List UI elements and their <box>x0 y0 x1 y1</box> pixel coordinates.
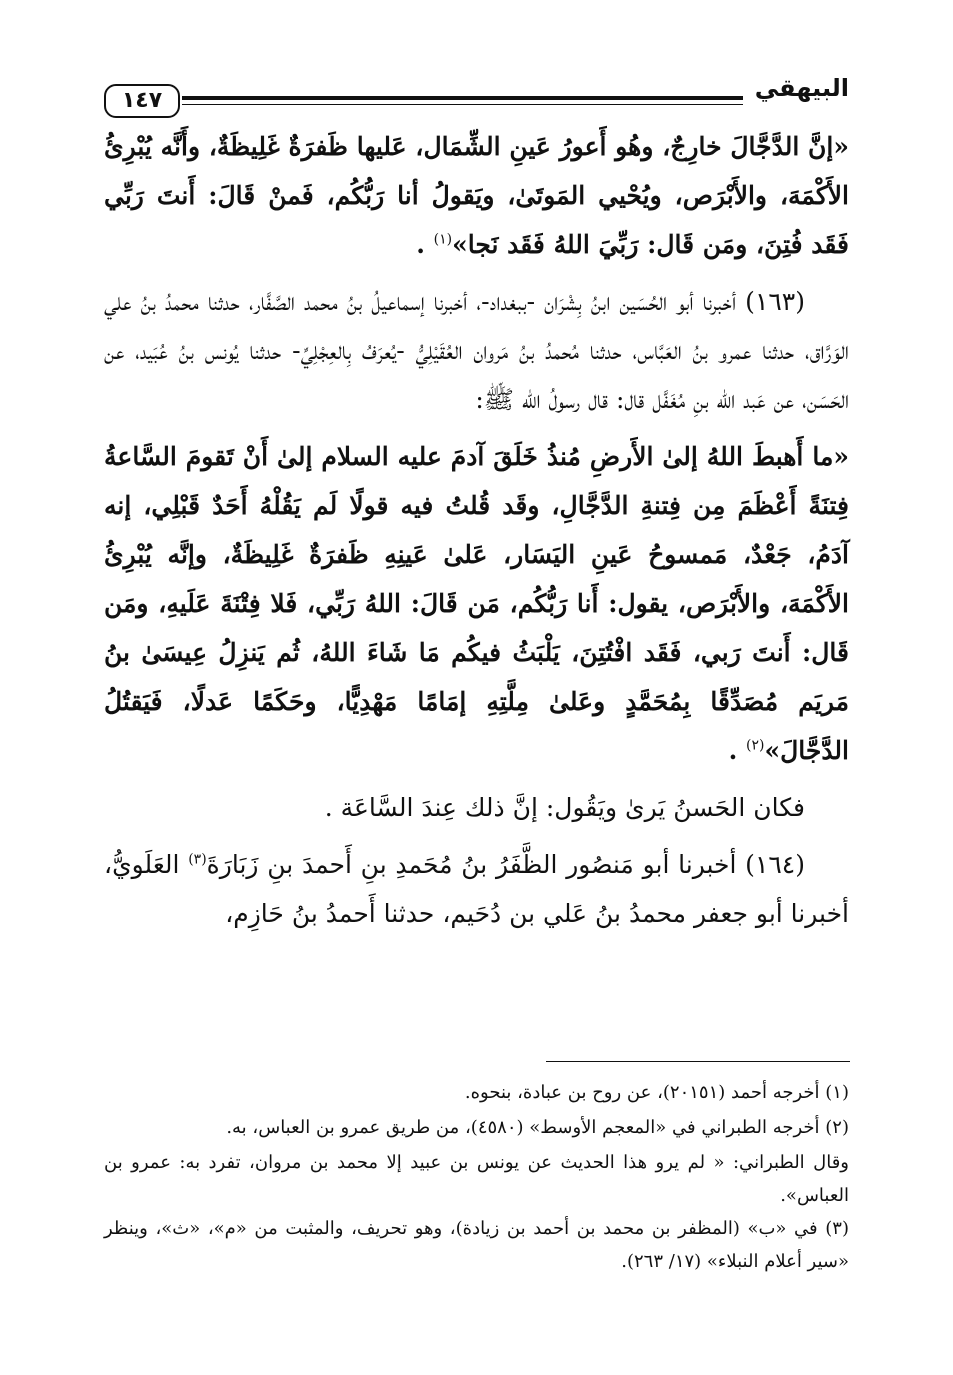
paragraph-tail: العَلَويُّ، أخبرنا أبو جعفر محمدُ بنُ عَلي بن دُحَيم، حدثنا أَحمدُ بنُ حَازِم، <box>104 850 849 928</box>
footnote-ref-3: (٣) <box>188 851 207 868</box>
header-rule <box>182 96 743 105</box>
commentary-text <box>104 783 849 832</box>
footnote-3: (٣) في «ب» (المظفر بن محمد بن أحمد بن زيادة)، وهو تحريف، والمثبت من «م»، «ث»، وينظر «سير أعلام النبلاء» (١٧/ ٢٦٣). <box>104 1218 849 1272</box>
footnote-1: (١) أخرجه أحمد (٢٠١٥١)، عن روح بن عبادة، بنحوه. <box>464 1082 849 1103</box>
footnote-2-continuation: وقال الطبراني: « لم يرو هذا الحديث عن يونس بن عبيد إلا محمد بن مروان، تفرد به: عمرو بن العباس». <box>104 1152 849 1206</box>
footnote-ref-1: (١) <box>433 231 453 248</box>
paragraph-text: (١٦٤) أخبرنا أبو مَنصُور الظَّفَرُ بنُ مُحَمدِ بنِ أَحمدَ بنِ زَبَارَةَ <box>206 850 805 879</box>
paragraph-tail: . <box>728 736 746 765</box>
paragraph-text: «ما أَهبطَ اللهُ إلىٰ الأَرضِ مُنذُ خَلَقَ آدمَ عليه السلام إلىٰ أَنْ تَقومَ السَّاعةُ فِتنَةً أَعْظَمَ مِن فِتنةِ الدَّجَّالِ، وقَد قُلتُ فيه قولًا لَم يَقُلْهُ أَحَدٌ قَبْلِي، إنه آدَمُ، جَعْدٌ، مَمسوحُ عَينِ اليَسَار، عَلىٰ عَينِهِ ظَفرَةٌ غَلِيظَةٌ، وإنَّه يُبْرِئُ الأَكْمَهَ، والأَبْرَص، يقول: أَنا رَبُّكُم، مَن قَالَ: اللهُ رَبِّي، فَلا فِتْنَةَ عَلَيهِ، ومَن قَال: أَنتَ رَبي، فَقَد افْتُتِنَ، يَلْبَثُ فيكُم مَا شَاءَ اللهُ، ثُم يَنزِلُ عِيسَىٰ بنُ مَريَم مُصَدِّقًا بِمُحَمَّدٍ وعَلىٰ مِلَّتِهِ إمَامًا مَهْدِيًّا، وحَكَمًا عَدلًا، فَيَقتُلُ الدَّجَّالَ» <box>104 442 849 765</box>
paragraph-text: فكان الحَسنُ يَرىٰ ويَقُول: إنَّ ذلك عِندَ السَّاعَة . <box>324 793 805 822</box>
page-number: ١٤٧ <box>104 84 180 118</box>
paragraph-text: «إنَّ الدَّجَّالَ خارِجٌ، وهُو أَعورُ عَينِ الشِّمَال، عَليها ظَفرَةٌ غَلِيظَةٌ، وأَنَّه يُبْرِئُ الأَكْمَهَ، والأَبْرَص، ويُحْيي المَوتَىٰ، ويَقولُ أنا رَبُّكُم، فَمنْ قَالَ: أَنتَ رَبِّي فَقَد فُتِنَ، ومَن قَال: رَبِّيَ اللهُ فَقَد نَجا» <box>104 132 849 259</box>
footnotes <box>104 1076 849 1280</box>
paragraph-text: (١٦٣) أخبرنا أبو الحُسَين ابنُ بِشْرَان -ببغداد-، أخبرنا إسماعيلُ بنُ محمد الصَّفَّار، حدثنا محمدُ بنُ علي الوَرَّاق، حدثنا عمرو بنُ العَبَّاس، حدثنا مُحمدُ بنُ مَروان العُقَيْلِيُّ -يُعرَفُ بِالعِجْلِيِّ- حدثنا يُونس بنُ عُبَيد، عن الحَسَن، عن عَبد الله بنِ مُغَفَّل قال: قال رسولُ الله ﷺ: <box>104 287 849 414</box>
hadith-text-1 <box>104 122 849 269</box>
hadith-text-2 <box>104 432 849 775</box>
isnad-164 <box>104 840 849 938</box>
footnote-separator <box>546 1061 850 1062</box>
book-title: البيهقي <box>754 74 849 102</box>
main-text <box>104 122 849 946</box>
footnote-2: (٢) أخرجه الطبراني في «المعجم الأوسط» (٤٥٨٠)، من طريق عمرو بن العباس، به. <box>226 1117 849 1138</box>
footnote-ref-2: (٢) <box>745 737 765 754</box>
paragraph-tail: . <box>416 230 434 259</box>
isnad-163 <box>104 277 849 424</box>
page-header <box>104 70 849 122</box>
